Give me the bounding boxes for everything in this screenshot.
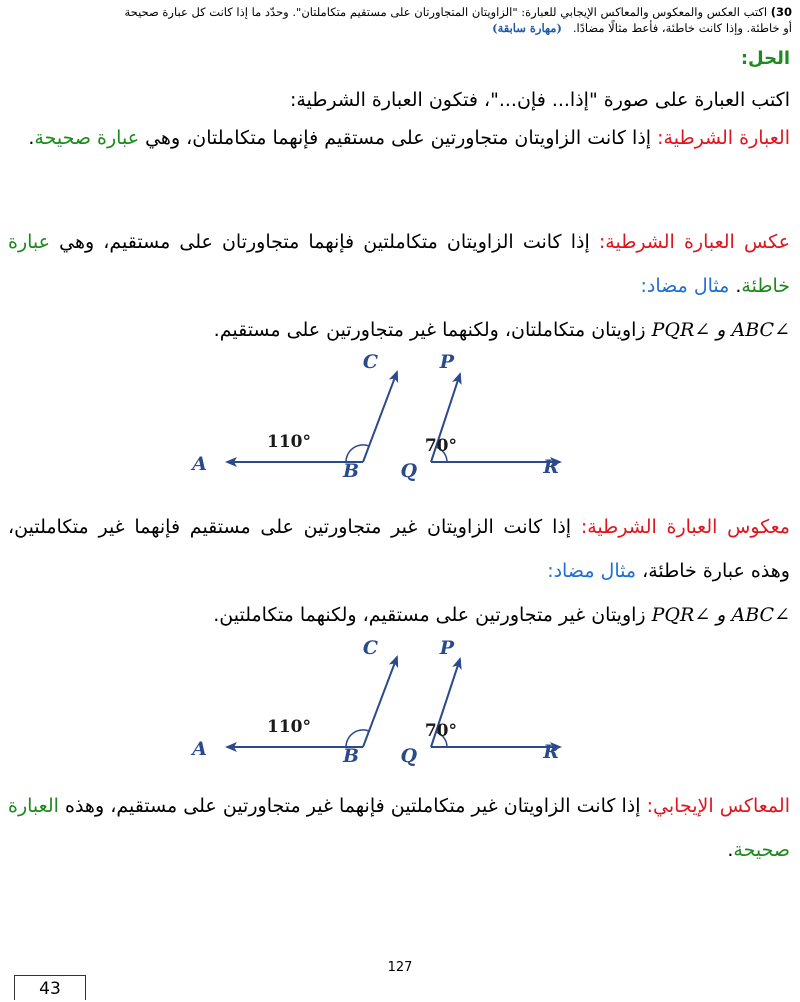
inverse-text: إذا كانت الزاويتان غير متجاورتين على مستقيم فإنهما غير متكاملتين، وهذه عبارة خاطئة، [8, 516, 790, 582]
label-a: A [192, 738, 207, 760]
question-text-line1: اكتب العكس والمعكوس والمعاكس الإيجابي للعبارة: "الزاويتان المتجاورتان على مستقيم متكاملتان". وحدّد ما إذا كانت كل عبارة صحيحة [124, 5, 768, 19]
label-p: P [439, 637, 454, 659]
angle-110-label: 110° [267, 432, 311, 452]
label-r: R [543, 456, 559, 478]
converse-example-angles: ∠ABC و ∠PQR [651, 319, 790, 341]
converse-label: عكس العبارة الشرطية: [598, 231, 790, 253]
label-b: B [342, 745, 359, 767]
angle-70-label: 70° [424, 721, 457, 741]
conditional-text: إذا كانت الزاويتان متجاورتين على مستقيم فإنهما متكاملتان، وهي [139, 127, 658, 149]
conditional-end: . [28, 127, 35, 149]
label-q: Q [400, 460, 417, 482]
conditional-verdict: عبارة صحيحة [34, 127, 140, 149]
inverse-counter-label: مثال مضاد: [547, 560, 637, 582]
ray-bc [363, 372, 397, 462]
question-header [8, 4, 792, 36]
inverse-example-text: زاويتان غير متجاورتين على مستقيم، ولكنهما متكاملتين. [213, 604, 652, 626]
page-number: 127 [387, 960, 413, 975]
angle-diagram-2 [192, 637, 585, 767]
label-c: C [362, 351, 378, 373]
label-b: B [342, 460, 359, 482]
contrapositive-paragraph [8, 784, 790, 872]
label-r: R [543, 741, 559, 763]
contrapositive-verdict: العبارة صحيحة [8, 795, 790, 861]
conditional-paragraph [8, 116, 790, 160]
box-number: 43 [14, 975, 86, 1000]
converse-example-text: زاويتان متكاملتان، ولكنهما غير متجاورتين على مستقيم. [213, 319, 652, 341]
angle-figure-2 [192, 637, 585, 767]
contrapositive-end: . [727, 839, 734, 861]
inverse-example [8, 593, 790, 637]
solution-label: الحل: [740, 48, 790, 69]
converse-paragraph [8, 220, 790, 308]
angle-70-label: 70° [424, 436, 457, 456]
contrapositive-label: المعاكس الإيجابي: [646, 795, 790, 817]
ray-bc [363, 657, 397, 747]
skill-tag: (مهارة سابقة) [492, 21, 562, 35]
label-p: P [439, 351, 454, 373]
converse-example [8, 308, 790, 352]
converse-text: إذا كانت الزاويتان متكاملتين فإنهما متجاورتان على مستقيم، وهي [50, 231, 599, 253]
question-number: 30) [770, 5, 792, 19]
inverse-example-angles: ∠ABC و ∠PQR [651, 604, 790, 626]
converse-sep: . [729, 275, 742, 297]
conditional-label: العبارة الشرطية: [657, 127, 790, 149]
label-q: Q [400, 745, 417, 767]
question-text-line2: أو خاطئة. وإذا كانت خاطئة، فأعط مثالًا مضادًا. [572, 21, 792, 35]
contrapositive-text: إذا كانت الزاويتان غير متكاملتين فإنهما غير متجاورتين على مستقيم، وهذه [58, 795, 647, 817]
converse-verdict: عبارة خاطئة [8, 231, 790, 297]
inverse-paragraph [8, 505, 790, 593]
inverse-label: معكوس العبارة الشرطية: [580, 516, 790, 538]
label-a: A [192, 453, 207, 475]
intro-text: اكتب العبارة على صورة "إذا... فإن..."، فتكون العبارة الشرطية: [289, 89, 790, 111]
converse-counter-label: مثال مضاد: [640, 275, 730, 297]
angle-figure-1 [192, 350, 585, 482]
angle-110-label: 110° [267, 717, 311, 737]
angle-diagram-1 [192, 350, 585, 482]
label-c: C [362, 637, 378, 659]
